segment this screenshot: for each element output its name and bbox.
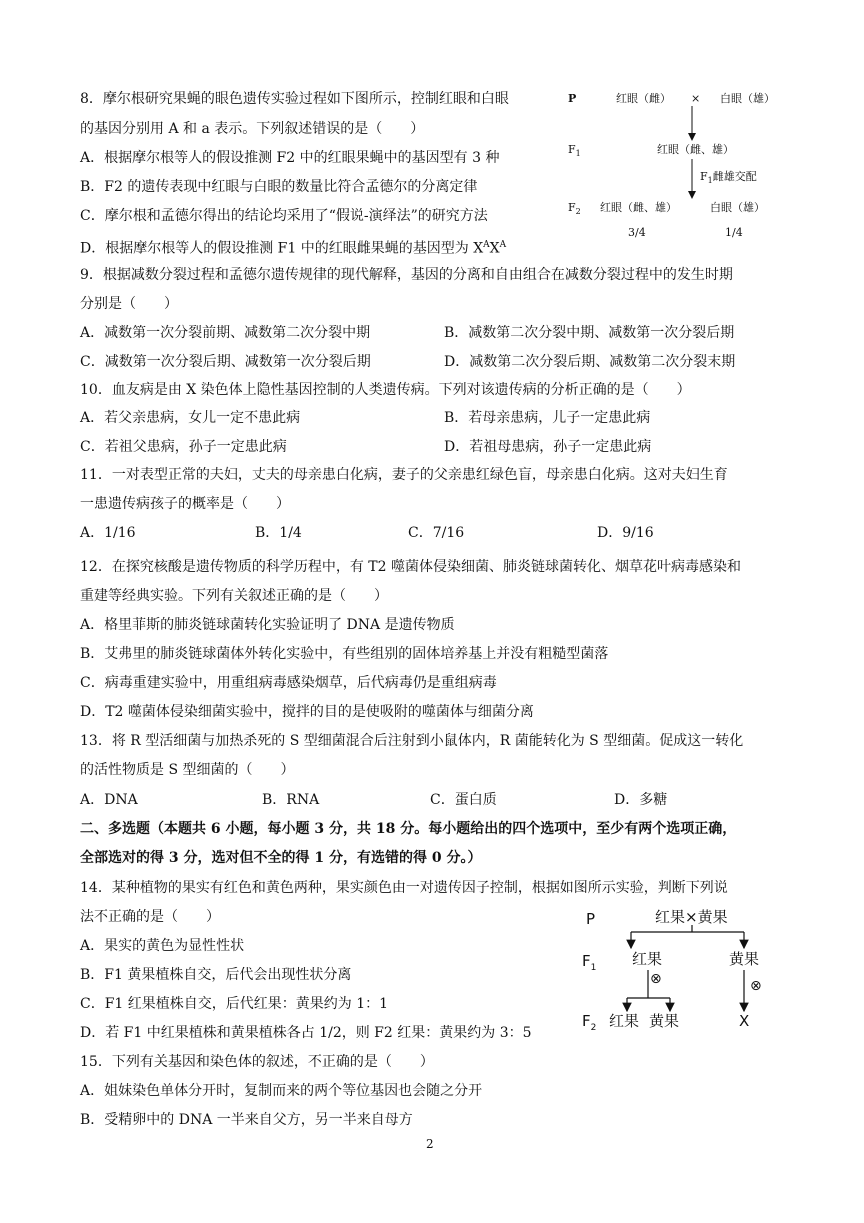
fig2-f2-unknown: X (739, 1012, 750, 1030)
fig1-ratio-red: 3/4 (628, 226, 646, 239)
q8-option-d-x: X (489, 240, 500, 257)
q13-option-d: D．多糖 (614, 792, 668, 808)
fig1-cross-sign: × (691, 92, 701, 105)
fig2-selfing-yellow: ⊗ (750, 978, 762, 994)
fig2-f1-yellow: 黄果 (729, 950, 760, 968)
q11-stem-line1: 11．一对表型正常的夫妇，丈夫的母亲患白化病，妻子的父亲患红绿色盲，母亲患白化病。这对夫妇生育 (80, 467, 728, 483)
fig2-f2-red: 红果 (609, 1012, 640, 1030)
fig1-f1-label: $F_1$ (568, 143, 581, 159)
fig1-p-female: 红眼（雌） (616, 92, 671, 105)
q14-stem-line1: 14．某种植物的果实有红色和黄色两种，果实颜色由一对遗传因子控制，根据如图所示实验，判断下列说 (80, 880, 728, 896)
q12-option-b: B．艾弗里的肺炎链球菌体外转化实验中，有些组别的固体培养基上并没有粗糙型菌落 (80, 646, 609, 662)
q8-option-d-sup1: A (483, 240, 490, 250)
q10-option-d: D．若祖母患病，孙子一定患此病 (444, 439, 652, 455)
q12-stem-line1: 12．在探究核酸是遗传物质的科学历程中，有 T2 噬菌体侵染细菌、肺炎链球菌转化、烟草花叶病毒感染和 (80, 559, 741, 575)
q9-option-a: A．减数第一次分裂前期、减数第二次分裂中期 (80, 325, 371, 341)
fig2-f2-yellow: 黄果 (649, 1012, 680, 1030)
page-number: 2 (426, 1137, 434, 1151)
q14-stem-line2: 法不正确的是（ ） (80, 909, 220, 925)
fig2-selfing-red: ⊗ (650, 971, 662, 987)
fig2-f1-red: 红果 (632, 950, 663, 968)
q14-option-a: A．果实的黄色为显性性状 (80, 938, 245, 954)
q9-stem-line2: 分别是（ ） (80, 296, 178, 312)
q11-option-c: C．7/16 (408, 525, 465, 541)
q11-option-a: A．1/16 (80, 525, 136, 541)
fig1-f2-white: 白眼（雄） (710, 201, 765, 214)
fig2-f1-label: $F_1$ (582, 952, 597, 973)
fig1-ratio-white: 1/4 (725, 226, 743, 239)
fig2-p-label: P (586, 910, 596, 928)
q14-option-c: C．F1 红果植株自交，后代红果：黄果约为 1：1 (80, 996, 389, 1012)
q12-option-a: A．格里菲斯的肺炎链球菌转化实验证明了 DNA 是遗传物质 (80, 617, 455, 633)
q12-stem-line2: 重建等经典实验。下列有关叙述正确的是（ ） (80, 588, 388, 604)
section2-heading-line2: 全部选对的得 3 分，选对但不全的得 1 分，有选错的得 0 分。） (80, 850, 482, 866)
q13-stem-line1: 13．将 R 型活细菌与加热杀死的 S 型细菌混合后注射到小鼠体内，R 菌能转化为 S 型细菌。促成这一转化 (80, 733, 744, 749)
q8-option-b: B．F2 的遗传表现中红眼与白眼的数量比符合孟德尔的分离定律 (80, 179, 478, 195)
q14-option-d: D．若 F1 中红果植株和黄果植株各占 1/2，则 F2 红果：黄果约为 3：5 (80, 1025, 532, 1041)
q15-option-a: A．姐妹染色单体分开时，复制而来的两个等位基因也会随之分开 (80, 1083, 483, 1099)
q10-stem: 10．血友病是由 X 染色体上隐性基因控制的人类遗传病。下列对该遗传病的分析正确的是（ ） (80, 382, 691, 398)
q10-option-b: B．若母亲患病，儿子一定患此病 (444, 410, 651, 426)
q15-option-b: B．受精卵中的 DNA 一半来自父方，另一半来自母方 (80, 1112, 413, 1128)
q12-option-c: C．病毒重建实验中，用重组病毒感染烟草，后代病毒仍是重组病毒 (80, 675, 497, 691)
q8-option-d-sup2: A (499, 240, 507, 250)
q8-stem-line1: 8．摩尔根研究果蝇的眼色遗传实验过程如下图所示，控制红眼和白眼 (80, 91, 509, 107)
q8-stem-line2: 的基因分别用 A 和 a 表示。下列叙述错误的是（ ） (80, 121, 425, 137)
q8-option-a: A．根据摩尔根等人的假设推测 F2 中的红眼果蝇中的基因型有 3 种 (80, 150, 500, 166)
q9-option-d: D．减数第二次分裂后期、减数第二次分裂末期 (444, 354, 736, 370)
fig1-f1-cross-label: $F_1$雌雄交配 (700, 170, 757, 186)
fig1-f1-offspring: 红眼（雌、雄） (657, 143, 734, 156)
q12-option-d: D．T2 噬菌体侵染细菌实验中，搅拌的目的是使吸附的噬菌体与细菌分离 (80, 704, 534, 720)
q15-stem: 15．下列有关基因和染色体的叙述，不正确的是（ ） (80, 1054, 434, 1070)
section2-heading-line1: 二、多选题（本题共 6 小题，每小题 3 分，共 18 分。每小题给出的四个选项中，至少有两个选项正确， (80, 821, 737, 837)
fig1-f2-red: 红眼（雌、雄） (600, 201, 677, 214)
q9-option-b: B．减数第二次分裂中期、减数第一次分裂后期 (444, 325, 735, 341)
q8-option-d-text: D．根据摩尔根等人的假设推测 F1 中的红眼雌果蝇的基因型为 X (80, 240, 484, 257)
q13-stem-line2: 的活性物质是 S 型细菌的（ ） (80, 762, 295, 778)
fig1-p-label: P (568, 92, 577, 105)
q11-option-d: D．9/16 (597, 525, 654, 541)
fig1-p-male: 白眼（雄） (720, 92, 775, 105)
q10-option-c: C．若祖父患病，孙子一定患此病 (80, 439, 287, 455)
q14-option-b: B．F1 黄果植株自交，后代会出现性状分离 (80, 967, 352, 983)
fig2-f2-label: $F_2$ (582, 1012, 597, 1033)
q9-stem-line1: 9．根据减数分裂过程和孟德尔遗传规律的现代解释，基因的分离和自由组合在减数分裂过程中的发生时期 (80, 267, 733, 283)
q13-option-c: C．蛋白质 (430, 792, 497, 808)
q10-option-a: A．若父亲患病，女儿一定不患此病 (80, 410, 301, 426)
fig1-f2-label: $F_2$ (568, 201, 581, 217)
q9-option-c: C．减数第一次分裂后期、减数第一次分裂后期 (80, 354, 371, 370)
q13-option-b: B．RNA (262, 792, 320, 808)
q11-option-b: B．1/4 (255, 525, 302, 541)
q11-stem-line2: 一患遗传病孩子的概率是（ ） (80, 496, 290, 512)
q8-option-c: C．摩尔根和孟德尔得出的结论均采用了“假说-演绎法”的研究方法 (80, 208, 488, 224)
q13-option-a: A．DNA (80, 792, 138, 808)
fig2-p-cross: 红果×黄果 (655, 908, 728, 926)
